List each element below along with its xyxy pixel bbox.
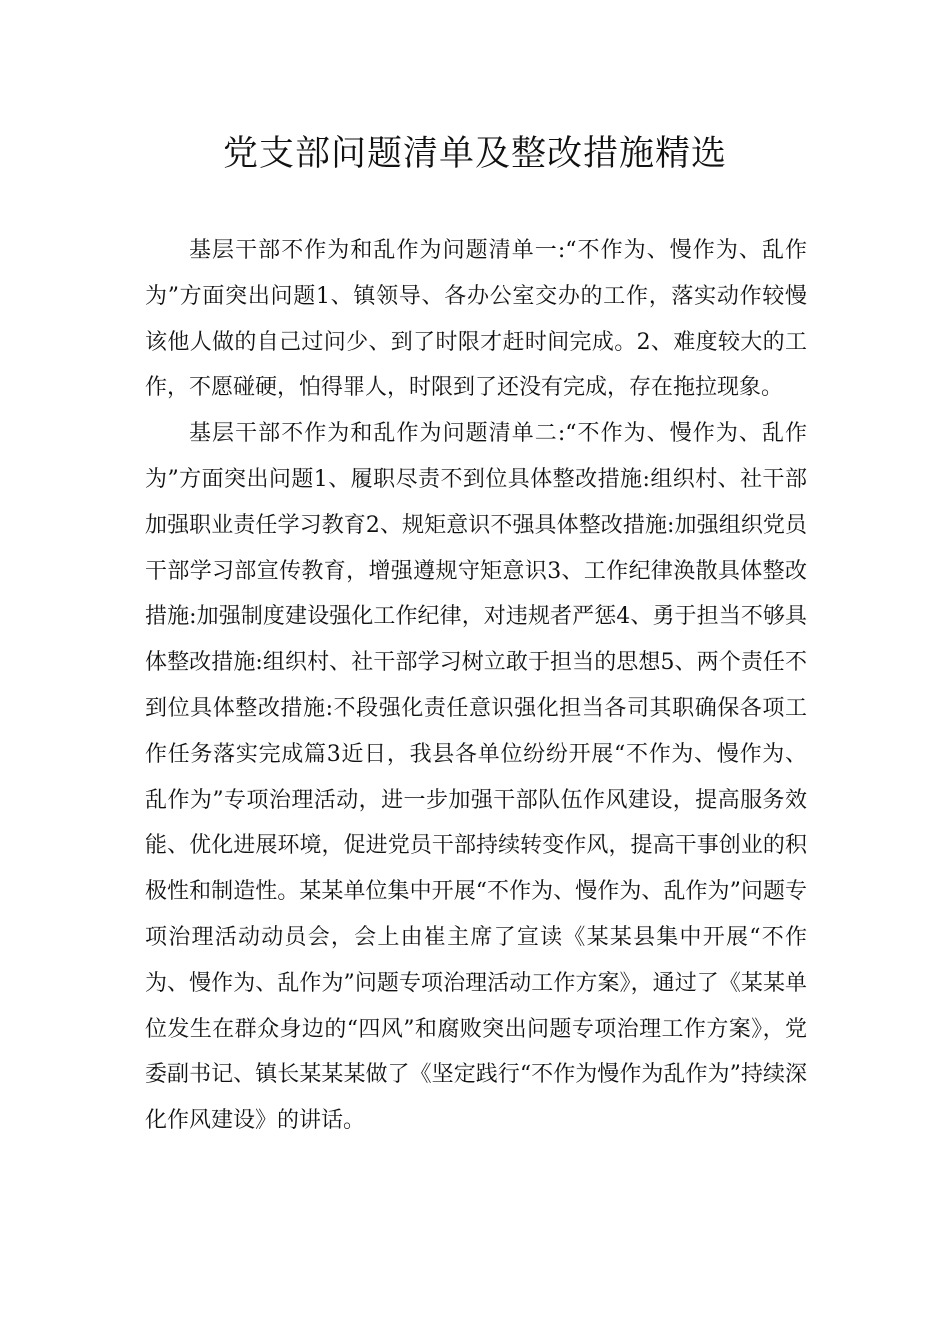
paragraph-1: 基层干部不作为和乱作为问题清单一:“不作为、慢作为、乱作为”方面突出问题1、镇领导、各办公室交办的工作，落实动作较慢该他人做的自己过问少、到了时限才赶时间完成。2、难度较大的工作，不愿碰硬，怕得罪人，时限到了还没有完成，存在拖拉现象。 <box>145 238 807 401</box>
document-body <box>145 228 807 1144</box>
paragraph-2: 基层干部不作为和乱作为问题清单二:“不作为、慢作为、乱作为”方面突出问题1、履职尽责不到位具体整改措施:组织村、社干部加强职业责任学习教育2、规矩意识不强具体整改措施:加强组织党员干部学习部宣传教育，增强遵规守矩意识3、工作纪律涣散具体整改措施:加强制度建设强化工作纪律，对违规者严惩4、勇于担当不够具体整改措施:组织村、社干部学习树立敢于担当的思想5、两个责任不到位具体整改措施:不段强化责任意识强化担当各司其职确保各项工作任务落实完成篇3近日，我县各单位纷纷开展“不作为、慢作为、乱作为”专项治理活动，进一步加强干部队伍作风建设，提高服务效能、优化进展环境，促进党员干部持续转变作风，提高干事创业的积极性和制造性。某某单位集中开展“不作为、慢作为、乱作为”问题专项治理活动动员会，会上由崔主席了宣读《某某县集中开展“不作为、慢作为、乱作为”问题专项治理活动工作方案》，通过了《某某单位发生在群众身边的“四风”和腐败突出问题专项治理工作方案》，党委副书记、镇长某某某做了《坚定践行“不作为慢作为乱作为”持续深化作风建设》的讲话。 <box>145 421 807 1134</box>
document-title: 党支部问题清单及整改措施精选 <box>222 134 727 174</box>
